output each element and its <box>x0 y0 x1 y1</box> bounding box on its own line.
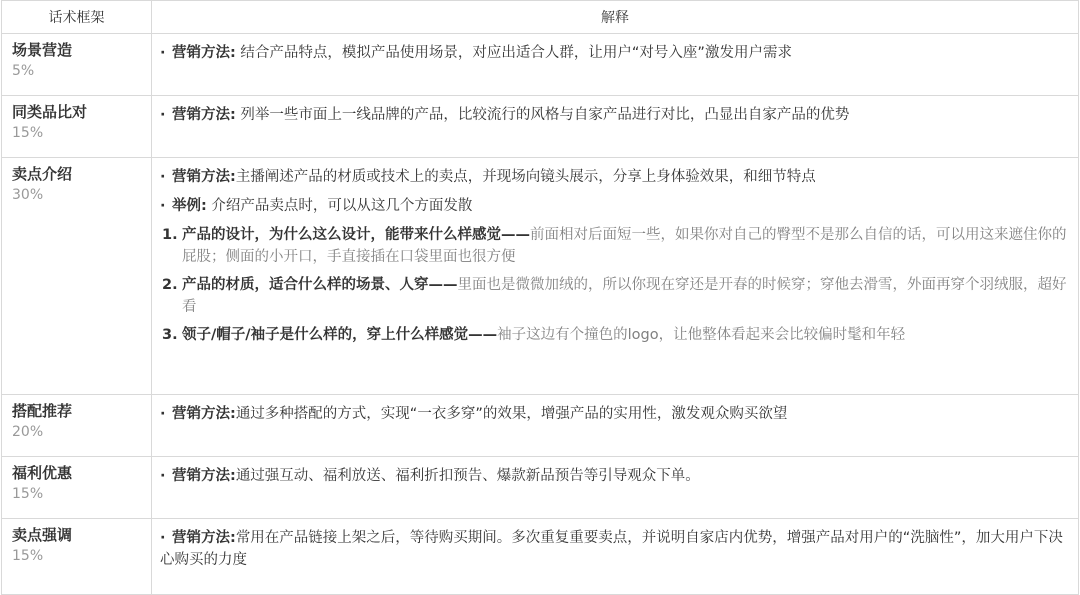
framework-cell <box>2 96 152 158</box>
framework-cell <box>2 395 152 457</box>
example-label: 举例: <box>172 198 207 214</box>
explanation-cell <box>152 395 1079 457</box>
framework-percent: 5% <box>12 63 35 79</box>
bullet-icon: · <box>160 198 166 214</box>
list-number: 1. <box>162 227 178 243</box>
explanation-cell <box>152 96 1079 158</box>
table-row <box>2 96 1079 158</box>
point-title: 领子/帽子/袖子是什么样的，穿上什么样感觉—— <box>182 327 498 343</box>
method-text: 通过强互动、福利放送、福利折扣预告、爆款新品预告等引导观众下单。 <box>235 468 700 484</box>
framework-cell <box>2 457 152 519</box>
example-text: 介绍产品卖点时，可以从这几个方面发散 <box>206 198 473 214</box>
explanation-cell <box>152 457 1079 519</box>
point-detail: 袖子这边有个撞色的logo，让他整体看起来会比较偏时髦和年轻 <box>497 327 906 343</box>
table-row <box>2 395 1079 457</box>
list-item <box>160 324 1068 346</box>
explanation-cell <box>152 519 1079 595</box>
framework-title: 福利优惠 <box>12 464 73 482</box>
framework-title: 卖点介绍 <box>12 165 73 183</box>
list-item <box>160 224 1068 268</box>
framework-percent: 20% <box>12 424 44 440</box>
explanation-cell <box>152 34 1079 96</box>
script-framework-table <box>1 0 1079 595</box>
method-text: 主播阐述产品的材质或技术上的卖点，并现场向镜头展示，分享上身体验效果，和细节特点 <box>235 169 816 185</box>
table-header-row <box>2 1 1079 34</box>
method-label: 营销方法: <box>172 468 236 484</box>
framework-percent: 30% <box>12 187 44 203</box>
framework-percent: 15% <box>12 125 44 141</box>
framework-title: 搭配推荐 <box>12 402 73 420</box>
method-text: 常用在产品链接上架之后，等待购买期间。多次重复重要卖点，并说明自家店内优势，增强产品对用户的“洗脑性”，加大用户下决心购买的力度 <box>160 530 1063 568</box>
framework-cell <box>2 158 152 395</box>
bullet-icon: · <box>160 406 166 422</box>
method-label: 营销方法: <box>172 406 236 422</box>
bullet-icon: · <box>160 169 166 185</box>
explanation-cell <box>152 158 1079 395</box>
framework-percent: 15% <box>12 486 44 502</box>
framework-percent: 15% <box>12 548 44 564</box>
point-detail: 里面也是微微加绒的，所以你现在穿还是开春的时候穿；穿他去滑雪，外面再穿个羽绒服，超好看 <box>182 277 1067 315</box>
method-label: 营销方法: <box>172 530 236 546</box>
table-row <box>2 457 1079 519</box>
table-row <box>2 519 1079 595</box>
framework-title: 卖点强调 <box>12 526 73 544</box>
method-text: 列举一些市面上一线品牌的产品，比较流行的风格与自家产品进行对比，凸显出自家产品的优势 <box>235 107 850 123</box>
table-row <box>2 34 1079 96</box>
method-text: 结合产品特点，模拟产品使用场景，对应出适合人群，让用户“对号入座”激发用户需求 <box>235 45 792 61</box>
framework-title: 同类品比对 <box>12 103 88 121</box>
framework-title: 场景营造 <box>12 41 73 59</box>
bullet-icon: · <box>160 468 166 484</box>
method-label: 营销方法: <box>172 107 236 123</box>
point-detail: 前面相对后面短一些，如果你对自己的臀型不是那么自信的话，可以用这来遮住你的屁股；侧面的小开口，手直接插在口袋里面也很方便 <box>182 227 1067 265</box>
method-text: 通过多种搭配的方式，实现“一衣多穿”的效果，增强产品的实用性，激发观众购买欲望 <box>235 406 788 422</box>
bullet-icon: · <box>160 530 166 546</box>
bullet-icon: · <box>160 107 166 123</box>
header-explanation: 解释 <box>152 1 1079 34</box>
framework-cell <box>2 519 152 595</box>
point-title: 产品的设计，为什么这么设计，能带来什么样感觉—— <box>182 227 530 243</box>
list-number: 3. <box>162 327 178 343</box>
list-number: 2. <box>162 277 178 293</box>
framework-cell <box>2 34 152 96</box>
list-item <box>160 274 1068 318</box>
header-framework: 话术框架 <box>2 1 152 34</box>
point-title: 产品的材质，适合什么样的场景、人穿—— <box>182 277 458 293</box>
method-label: 营销方法: <box>172 169 236 185</box>
table-row <box>2 158 1079 395</box>
bullet-icon: · <box>160 45 166 61</box>
method-label: 营销方法: <box>172 45 236 61</box>
